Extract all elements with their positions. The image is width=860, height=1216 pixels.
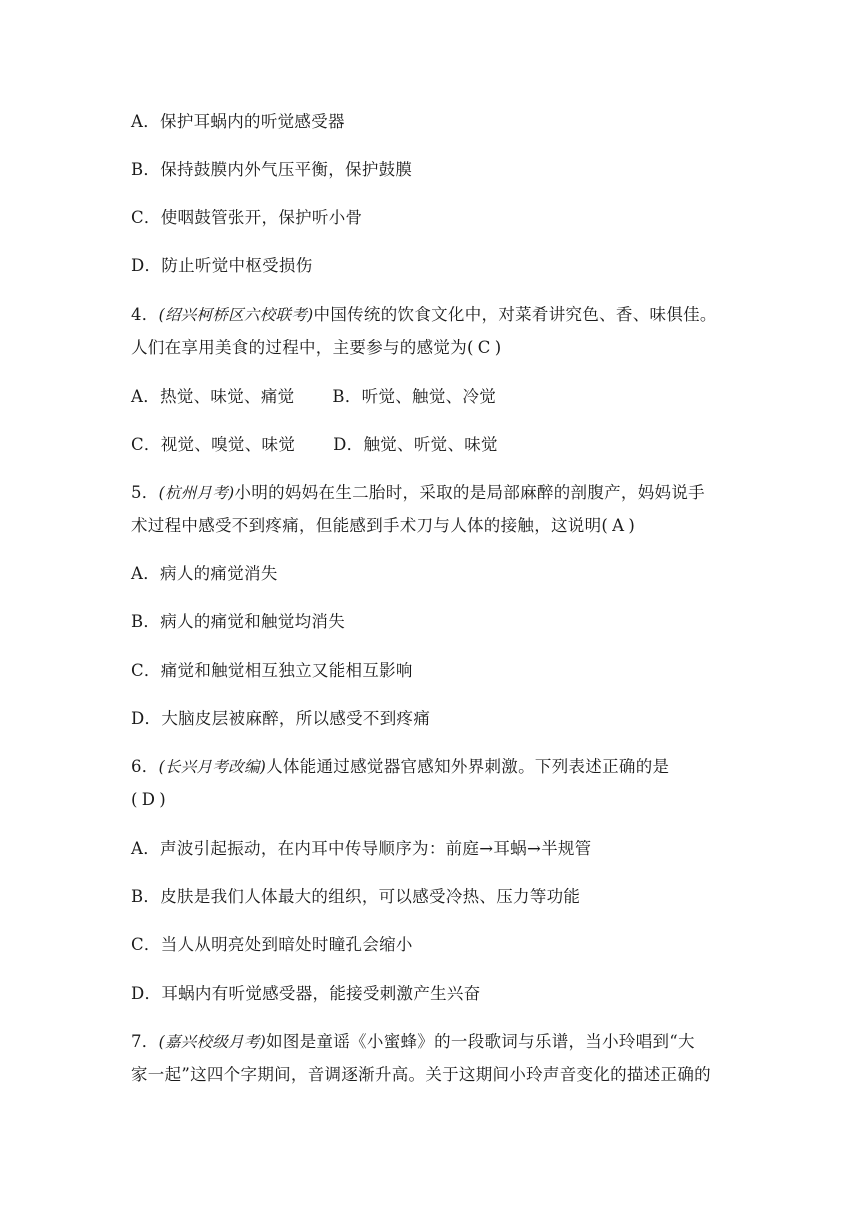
q5-source: (杭州月考) [158, 484, 235, 502]
q6-option-c: C．当人从明亮处到暗处时瞳孔会缩小 [131, 935, 413, 954]
q4-option-b: B．听觉、触觉、冷觉 [332, 387, 497, 406]
q6-option-b: B．皮肤是我们人体最大的组织，可以感受冷热、压力等功能 [131, 887, 581, 906]
q5-stem-line1 [131, 481, 705, 505]
q4-option-c: C．视觉、嗅觉、味觉 [131, 435, 296, 454]
q4-answer: C [477, 338, 491, 357]
q6-source: (长兴月考改编) [158, 758, 267, 776]
q4-options-row1 [131, 385, 496, 409]
q7-stem-line2: 家一起”这四个字期间，音调逐渐升高。关于这期间小玲声音变化的描述正确的 [131, 1065, 711, 1084]
q5-option-c: C．痛觉和触觉相互独立又能相互影响 [131, 661, 413, 680]
q4-options-row2 [131, 433, 498, 457]
q3-option-b: B．保持鼓膜内外气压平衡，保护鼓膜 [131, 160, 413, 179]
q3-option-d: D．防止听觉中枢受损伤 [131, 256, 313, 275]
q5-option-d: D．大脑皮层被麻醉，所以感受不到疼痛 [131, 709, 431, 728]
q5-stem-line2 [131, 514, 635, 538]
q4-stem-close: ) [494, 338, 502, 357]
q5-stem-close: ) [628, 516, 636, 535]
q4-option-a: A．热觉、味觉、痛觉 [131, 387, 295, 406]
q6-option-a: A．声波引起振动，在内耳中传导顺序为：前庭→耳蜗→半规管 [131, 839, 592, 858]
q6-option-d: D．耳蜗内有听觉感受器，能接受刺激产生兴奋 [131, 984, 481, 1003]
q7-number: 7． [131, 1032, 159, 1051]
q3-option-a: A．保护耳蜗内的听觉感受器 [131, 112, 345, 131]
q5-stem-text: 小明的妈妈在生二胎时，采取的是局部麻醉的剖腹产，妈妈说手 [234, 483, 705, 502]
q3-option-c: C．使咽鼓管张开，保护听小骨 [131, 208, 363, 227]
q4-stem-line1 [131, 303, 717, 327]
q4-stem-text: 中国传统的饮食文化中，对菜肴讲究色、香、味俱佳。 [313, 305, 717, 324]
q4-stem-text-2: 人们在享用美食的过程中，主要参与的感觉为( [131, 338, 474, 357]
q5-answer: A [612, 516, 625, 535]
q5-option-b: B．病人的痛觉和触觉均消失 [131, 612, 346, 631]
q7-stem-line1 [131, 1030, 695, 1054]
q6-number: 6． [131, 757, 159, 776]
q6-answer: D [141, 790, 156, 809]
q5-option-a: A．病人的痛觉消失 [131, 564, 278, 583]
q6-stem-close: ) [159, 790, 167, 809]
q6-stem-line1 [131, 755, 669, 779]
q5-stem-text-2: 术过程中感受不到疼痛，但能感到手术刀与人体的接触，这说明( [131, 516, 609, 535]
q4-option-d: D．触觉、听觉、味觉 [333, 435, 498, 454]
q4-source: (绍兴柯桥区六校联考) [158, 306, 314, 324]
q7-source: (嘉兴校级月考) [158, 1033, 267, 1051]
q4-stem-line2 [131, 336, 501, 360]
q6-stem-line2 [131, 788, 166, 812]
q7-stem-text: 如图是童谣《小蜜蜂》的一段歌词与乐谱，当小玲唱到“大 [266, 1032, 695, 1051]
q4-number: 4． [131, 305, 159, 324]
q5-number: 5． [131, 483, 159, 502]
q6-stem-text: 人体能通过感觉器官感知外界刺激。下列表述正确的是 [266, 757, 670, 776]
q6-stem-open: ( [131, 790, 138, 809]
